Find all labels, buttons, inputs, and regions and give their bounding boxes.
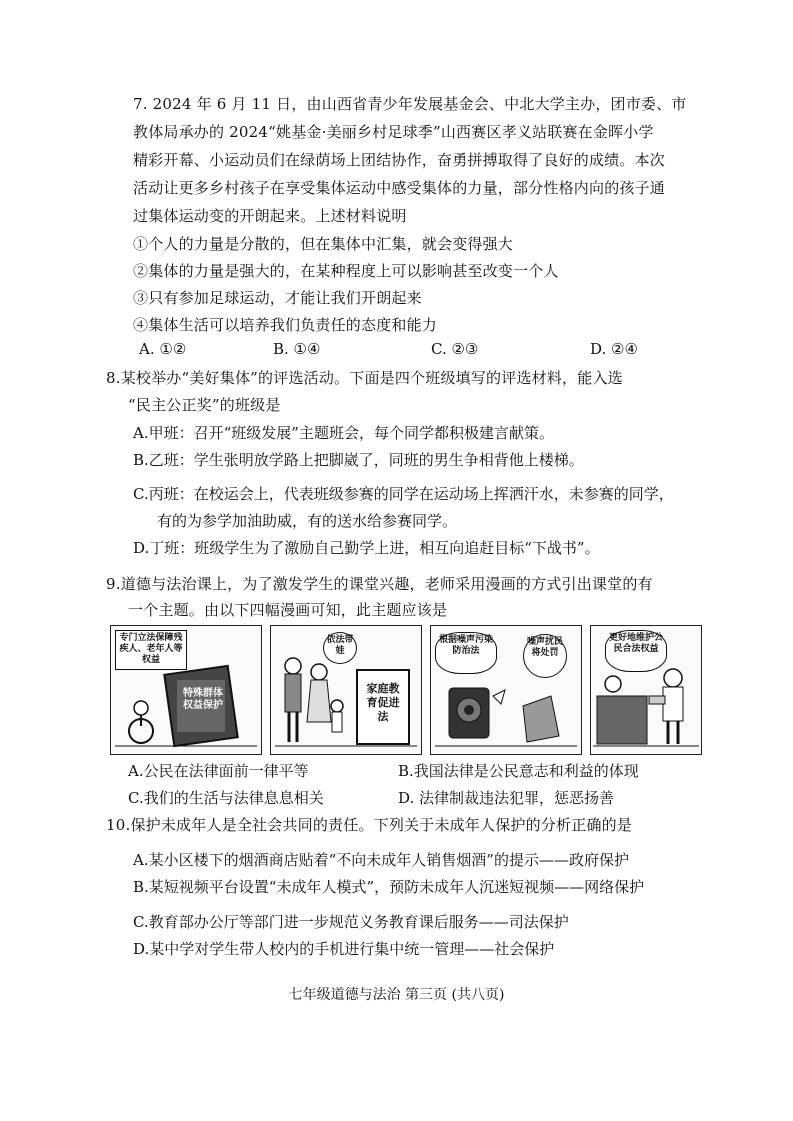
q8-option-d[interactable]: D.丁班：班级学生为了激励自己勤学上进，相互向追赶目标“下战书”。 — [133, 539, 600, 557]
q7-statement: ④集体生活可以培养我们负责任的态度和能力 — [133, 316, 438, 334]
q8-option-a[interactable]: A.甲班：召开“班级发展”主题班会，每个同学都积极建言献策。 — [133, 424, 554, 442]
comic-3-bubble-left: 根据噪声污染防治法 — [435, 632, 497, 674]
page-footer: 七年级道德与法治 第三页 (共八页) — [288, 987, 505, 1003]
q8-option-c[interactable]: C.丙班：在校运会上，代表班级参赛的同学在运动场上挥洒汗水，未参赛的同学， — [133, 485, 674, 503]
comic-4-bubble: 更好地维护公民合法权益 — [605, 630, 667, 672]
q8-stem-line: “民主公正奖”的班级是 — [128, 396, 281, 414]
comic-panel-3 — [430, 625, 582, 755]
comic-panel-4 — [590, 625, 702, 755]
q7-stem-line: 7. 2024 年 6 月 11 日，由山西省青少年发展基金会、中北大学主办，团市委、市 — [133, 95, 687, 113]
q7-option-a[interactable]: A. ①② — [139, 340, 187, 358]
q9-option-a[interactable]: A.公民在法律面前一律平等 — [128, 762, 309, 780]
comic-panel-2 — [270, 625, 422, 755]
q7-option-d[interactable]: D. ②④ — [590, 340, 638, 358]
comic-1-sign: 专门立法保障残疾人、老年人等权益 — [115, 630, 187, 670]
comic-2-book-title: 家庭教育促进法 — [366, 682, 400, 723]
q8-option-c-continued: 有的为参学加油助威，有的送水给参赛同学。 — [157, 512, 458, 530]
q7-option-c[interactable]: C. ②③ — [431, 340, 479, 358]
q7-statement: ③只有参加足球运动，才能让我们开朗起来 — [133, 289, 422, 307]
q7-stem-line: 活动让更多乡村孩子在享受集体运动中感受集体的力量，部分性格内向的孩子通 — [133, 179, 666, 197]
comic-3-bubble-right: 噪声扰民将处罚 — [523, 634, 567, 678]
q10-option-a[interactable]: A.某小区楼下的烟酒商店贴着“不向未成年人销售烟酒”的提示——政府保护 — [133, 851, 629, 869]
q9-option-b[interactable]: B.我国法律是公民意志和利益的体现 — [398, 762, 639, 780]
comic-1-book-title: 特殊群体权益保护 — [183, 688, 223, 711]
q10-option-c[interactable]: C.教育部办公厅等部门进一步规范义务教育课后服务——司法保护 — [133, 913, 569, 931]
q7-statement: ②集体的力量是强大的，在某种程度上可以影响甚至改变一个人 — [133, 262, 559, 280]
q9-option-d[interactable]: D. 法律制裁违法犯罪，惩恶扬善 — [398, 789, 615, 807]
q7-statement: ①个人的力量是分散的，但在集体中汇集，就会变得强大 — [133, 235, 514, 253]
q10-option-b[interactable]: B.某短视频平台设置“未成年人模式”，预防未成年人沉迷短视频——网络保护 — [133, 878, 645, 896]
q9-option-c[interactable]: C.我们的生活与法律息息相关 — [128, 789, 324, 807]
q7-option-b[interactable]: B. ①④ — [273, 340, 321, 358]
q7-stem-line: 过集体运动变的开朗起来。上述材料说明 — [133, 207, 407, 225]
q9-stem-line: 9.道德与法治课上，为了激发学生的课堂兴趣，老师采用漫画的方式引出课堂的有 — [106, 575, 653, 593]
q7-stem-line: 精彩开幕、小运动员们在绿荫场上团结协作，奋勇拼搏取得了良好的成绩。本次 — [133, 151, 666, 169]
q10-option-d[interactable]: D.某中学对学生带人校内的手机进行集中统一管理——社会保护 — [133, 940, 555, 958]
q7-stem-line: 教体局承办的 2024“姚基金·美丽乡村足球季”山西赛区孝义站联赛在金晖小学 — [133, 123, 654, 141]
q9-stem-line: 一个主题。由以下四幅漫画可知，此主题应该是 — [128, 601, 448, 619]
q8-stem-line: 8.某校举办“美好集体”的评选活动。下面是四个班级填写的评选材料，能入选 — [106, 369, 623, 387]
q10-stem-line: 10.保护未成年人是全社会共同的责任。下列关于未成年人保护的分析正确的是 — [106, 816, 633, 834]
comic-2-bubble: 依法带娃 — [323, 632, 357, 664]
comic-panel-1 — [110, 625, 262, 755]
q8-option-b[interactable]: B.乙班：学生张明放学路上把脚崴了，同班的男生争相背他上楼梯。 — [133, 451, 584, 469]
